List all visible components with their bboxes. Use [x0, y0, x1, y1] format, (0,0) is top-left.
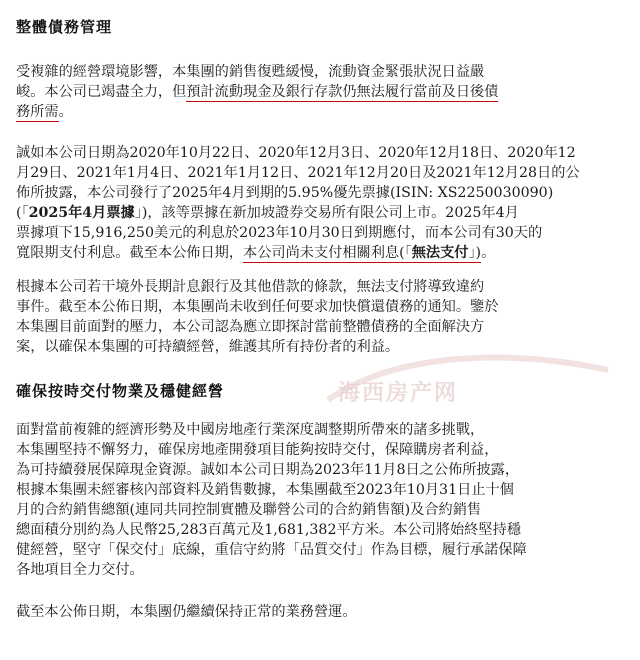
text-segment: 」)，該等票據在新加坡證券交易所有限公司上市。2025年4月 [134, 205, 519, 221]
text-line: 票據項下15,916,250美元的利息於2023年10月30日到期應付，而本公司有30天的 [16, 225, 543, 241]
text-segment: 。 [481, 245, 496, 261]
text-line: 根據本公司若干境外長期計息銀行及其他借款的條款，無法支付將導致違約 [16, 279, 485, 295]
text-segment: 」) [468, 245, 482, 261]
text-line: 佈所披露，本公司發行了2025年4月到期的5.95%優先票據(ISIN: XS2250030090) [16, 185, 554, 201]
text-line: 面對當前複雜的經濟形勢及中國房地產行業深度調整期所帶來的諸多挑戰， [16, 422, 485, 438]
text-segment: 寬限期支付利息。截至本公佈日期， [16, 245, 244, 261]
paragraph-liquidity [16, 62, 624, 122]
text-line [16, 203, 624, 223]
text-segment: 本公司尚未支付相關利息(「 [243, 245, 412, 261]
text-segment: 峻。本公司已竭盡全力，但 [16, 84, 187, 100]
text-line [16, 102, 624, 122]
text-line: 各地項目全力交付。 [16, 562, 144, 578]
paragraph-operations [16, 602, 624, 622]
section-heading-delivery: 確保按時交付物業及穩健經營 [16, 382, 225, 400]
text-line: 案，以確保本集團的可持續經營，維護其所有持份者的利益。 [16, 339, 400, 355]
text-line: 事件。截至本公佈日期，本集團尚未收到任何要求加快償還債務的通知。鑒於 [16, 299, 499, 315]
underlined-text: 務所需 [16, 104, 59, 122]
text-segment: 。 [58, 104, 73, 120]
section-heading-debt-management: 整體債務管理 [16, 18, 113, 36]
text-line: 月29日、2021年1月4日、2021年1月12日、2021年12月20日及2021年12月28日的公 [16, 165, 580, 181]
watermark-logo: 海西房产网 [338, 381, 459, 406]
paragraph-delivery [16, 420, 624, 580]
text-line [16, 82, 624, 102]
underlined-text [243, 245, 481, 263]
defined-term: 無法支付 [411, 245, 469, 261]
paragraph-default [16, 277, 624, 357]
text-line [16, 243, 624, 263]
text-line: 為可持續發展保障現金資源。誠如本公司日期為2023年11月8日之公佈所披露， [16, 462, 520, 478]
text-segment: (「 [16, 205, 29, 221]
text-line: 截至本公佈日期，本集團仍繼續保持正常的業務營運。 [16, 604, 357, 620]
text-line: 誠如本公司日期為2020年10月22日、2020年12月3日、2020年12月18日、2020年12 [16, 145, 576, 161]
text-line: 本集團堅持不懈努力，確保房地產開發項目能夠按時交付，保障購房者利益， [16, 442, 499, 458]
paragraph-notes [16, 143, 624, 263]
underlined-text: 預計流動現金及銀行存款仍無法履行當前及日後債 [186, 84, 498, 102]
defined-term: 2025年4月票據 [28, 205, 135, 221]
text-line: 月的合約銷售總額(連同共同控制實體及聯營公司的合約銷售額)及合約銷售 [16, 502, 482, 518]
text-line: 受複雜的經營環境影響，本集團的銷售復甦緩慢，流動資金緊張狀況日益嚴 [16, 64, 485, 80]
text-line: 健經營，堅守「保交付」底線，重信守約將「品質交付」作為目標，履行承諾保障 [16, 542, 527, 558]
text-line: 總面積分別約為人民幣25,283百萬元及1,681,382平方米。本公司將始終堅持穩 [16, 522, 521, 538]
text-line: 根據本集團未經審核內部資料及銷售數據，本集團截至2023年10月31日止十個 [16, 482, 514, 498]
text-line: 本集團目前面對的壓力，本公司認為應立即探討當前整體債務的全面解決方 [16, 319, 485, 335]
